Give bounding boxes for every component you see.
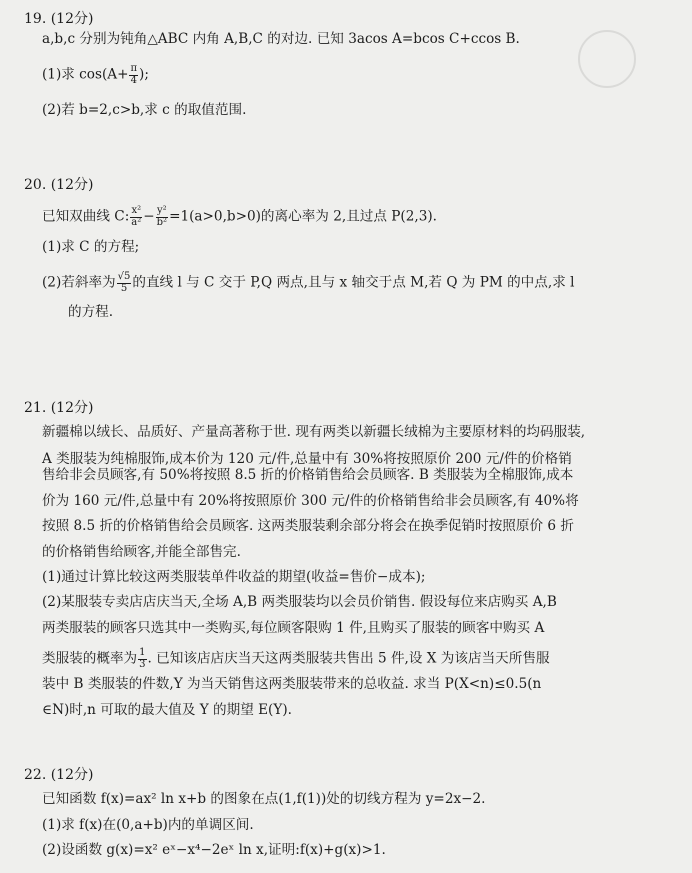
q20-frac-x bbox=[130, 206, 142, 228]
q22-part2: (2)设函数 g(x)=x² eˣ−x⁴−2eˣ ln x,证明:f(x)+g(x)>1. bbox=[42, 842, 386, 858]
q21-frac-num: 1 bbox=[139, 647, 146, 658]
q20-stem bbox=[42, 206, 437, 228]
q21-line: 新疆棉以绒长、品质好、产量高著称于世. 现有两类以新疆长绒棉为主要原材料的均码服装, bbox=[42, 424, 586, 440]
q20-stem-post: =1(a>0,b>0)的离心率为 2,且过点 P(2,3). bbox=[169, 208, 437, 225]
q21-line: 按照 8.5 折的价格销售给会员顾客. 这两类服装剩余部分将会在换季促销时按照原价 6 折 bbox=[42, 518, 574, 534]
q20-part2-line2: 的方程. bbox=[68, 304, 114, 320]
q20-frac-y-den: b² bbox=[156, 216, 168, 228]
q20-frac-y-num: y² bbox=[157, 205, 167, 216]
q21-prob-pre: 类服装的概率为 bbox=[42, 650, 138, 667]
q21-line: 售给非会员顾客,有 50%将按照 8.5 折的价格销售给会员顾客. B 类服装为全棉服饰,成本 bbox=[42, 467, 574, 483]
q21-prob-post: . 已知该店店庆当天这两类服装共售出 5 件,设 X 为该店当天所售服 bbox=[147, 650, 550, 667]
q19-stem: a,b,c 分别为钝角△ABC 内角 A,B,C 的对边. 已知 3acos A=bcos C+ccos B. bbox=[42, 31, 520, 47]
q20-slope-num: √5 bbox=[117, 271, 131, 282]
bleed-through-seal bbox=[578, 30, 636, 88]
q20-frac-x-den: a² bbox=[131, 216, 142, 228]
q19-number: 19. (12分) bbox=[24, 11, 94, 27]
q20-slope-fraction bbox=[117, 272, 132, 294]
q19-pi-over-4-fraction bbox=[129, 64, 138, 86]
q21-line: 装中 B 类服装的件数,Y 为当天销售这两类服装带来的总收益. 求当 P(X<n)≤0.5(n bbox=[42, 676, 542, 692]
q19-part2: (2)若 b=2,c>b,求 c 的取值范围. bbox=[42, 102, 247, 118]
q20-part1: (1)求 C 的方程; bbox=[42, 239, 140, 255]
q21-one-third-fraction bbox=[138, 648, 146, 670]
q19-part1-pre: (1)求 cos(A+ bbox=[42, 66, 129, 83]
q20-part2-post: 的直线 l 与 C 交于 P,Q 两点,且与 x 轴交于点 M,若 Q 为 PM 的中点,求 l bbox=[132, 274, 575, 291]
q21-number: 21. (12分) bbox=[24, 400, 94, 416]
q19-part1-post: ); bbox=[139, 66, 149, 83]
q19-part1 bbox=[42, 64, 149, 86]
q21-prob-line bbox=[42, 648, 550, 670]
q21-line: ∈N)时,n 可取的最大值及 Y 的期望 E(Y). bbox=[42, 702, 292, 718]
q22-number: 22. (12分) bbox=[24, 767, 94, 783]
q20-frac-x-num: x² bbox=[131, 205, 142, 216]
q19-frac-num: π bbox=[130, 63, 138, 74]
q20-number: 20. (12分) bbox=[24, 177, 94, 193]
q20-stem-pre: 已知双曲线 C: bbox=[42, 208, 130, 225]
q21-line: 两类服装的顾客只选其中一类购买,每位顾客限购 1 件,且购买了服装的顾客中购买 A bbox=[42, 620, 545, 636]
q20-stem-minus: − bbox=[143, 208, 155, 225]
q21-line: 的价格销售给顾客,并能全部售完. bbox=[42, 544, 241, 560]
q21-frac-den: 3 bbox=[139, 658, 146, 670]
q22-stem: 已知函数 f(x)=ax² ln x+b 的图象在点(1,f(1))处的切线方程为 y=2x−2. bbox=[42, 791, 486, 807]
q19-frac-den: 4 bbox=[130, 74, 137, 86]
q20-part2-pre: (2)若斜率为 bbox=[42, 274, 116, 291]
q21-line: A 类服装为纯棉服饰,成本价为 120 元/件,总量中有 30%将按照原价 200 元/件的价格销 bbox=[42, 451, 572, 467]
q20-frac-y bbox=[156, 206, 168, 228]
q21-line: 价为 160 元/件,总量中有 20%将按照原价 300 元/件的价格销售给非会员顾客,有 40%将 bbox=[42, 493, 579, 509]
q21-line: (2)某服装专卖店店庆当天,全场 A,B 两类服装均以会员价销售. 假设每位来店购买 A,B bbox=[42, 594, 557, 610]
q20-part2 bbox=[42, 272, 574, 294]
q20-slope-den: 5 bbox=[120, 282, 128, 294]
q22-part1: (1)求 f(x)在(0,a+b)内的单调区间. bbox=[42, 817, 254, 833]
q21-line: (1)通过计算比较这两类服装单件收益的期望(收益=售价−成本); bbox=[42, 569, 426, 585]
